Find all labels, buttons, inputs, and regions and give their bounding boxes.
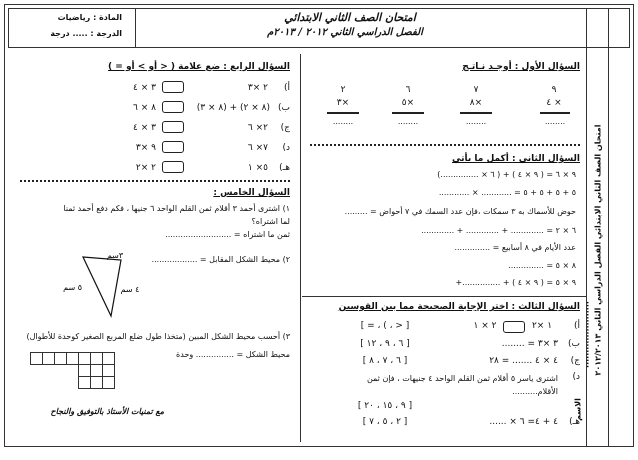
section-divider (302, 296, 586, 297)
triangle-side-a: ٣سم (106, 251, 124, 260)
q3-choices: [ ٦ ، ٧ ، ٨ ] (362, 356, 408, 366)
q2-title: السؤال الثاني : أكمل ما يأتي (451, 154, 580, 164)
q1-title: السؤال الأول : أوجـد نـاتـج (462, 62, 580, 72)
q4-left: ٢× ٦ (247, 123, 268, 133)
center-divider (300, 54, 301, 442)
q5-text: محيط الشكل = ............... وحدة (176, 350, 290, 359)
triangle-shape (83, 257, 121, 316)
q1-dots: ........ (544, 117, 566, 126)
q1-op: ٨× (469, 98, 483, 108)
compare-box[interactable] (162, 101, 184, 113)
q1-line (327, 112, 359, 114)
q1-op: ٥× (401, 98, 415, 108)
q4-right: ٩ ×٣ (135, 143, 156, 153)
q3-label: أ) (573, 321, 580, 331)
q3-choices: [ = ، ( ، > ] (360, 321, 410, 331)
q3-label: هـ) (569, 417, 580, 427)
q5-text: ١) اشترى أحمد ٣ أقلام ثمن القلم الواحد ٦ جنيها ، فكم دفع أحمد ثمنا (63, 204, 290, 213)
header-divider (586, 8, 587, 48)
q3-title: السؤال الثالث : اختر الإجابة الصحيحة مما بين القوسين (338, 302, 580, 312)
q4-right: ٢ ×٢ (135, 163, 156, 173)
side-name-label: الاسم (573, 398, 583, 421)
q4-right: ٣ × ٤ (133, 123, 156, 133)
side-exam-text: امتحان الصف الثاني الابتدائي الفصل الدراسي الثاني ٢٠١٢/٢٠١٣ (593, 124, 603, 376)
q3-label: ج) (570, 356, 580, 366)
q3-expr: ٤ + ٤= ٦ × ...... (489, 417, 558, 427)
side-name-dots: ...................... (581, 301, 591, 368)
q1-dots: ........ (397, 117, 419, 126)
q3-expr: ١ ×٢ (531, 321, 553, 331)
q4-right: ٨ × ٦ (133, 103, 156, 113)
q5-title: السؤال الخامس : (213, 188, 290, 198)
q1-top: ٧ (473, 85, 479, 95)
q4-label: د) (282, 143, 290, 153)
q1-line (460, 112, 492, 114)
q4-right: ٣ × ٤ (133, 83, 156, 93)
compare-box[interactable] (162, 161, 184, 173)
compare-box[interactable] (162, 141, 184, 153)
q4-label: ب) (278, 103, 290, 113)
q3-choices: [ ٩ ، ١٥ ، ٢٠ ] (357, 401, 413, 411)
q2-line: ٩ × ٥ = ( ٩ × ٤ ) + ...............+ (455, 278, 576, 287)
signature: مع تمنيات الأستاذ بالتوفيق والنجاح (50, 406, 164, 416)
section-divider (310, 144, 580, 146)
q4-label: ج) (280, 123, 290, 133)
compare-box[interactable] (162, 81, 184, 93)
q2-line: عدد الأيام في ٨ أسابيع = .............. (454, 243, 576, 252)
answer-box[interactable] (503, 321, 525, 333)
grade-label: الدرجة : ..... درجة (50, 29, 122, 38)
q3-expr: اشترى ياسر ٥ أقلام ثمن القلم الواحد ٤ جنيهات ، فإن ثمن الأقلام.......... (366, 374, 558, 396)
q1-line (540, 112, 570, 114)
q1-op: ٤ × (546, 98, 562, 108)
q4-left: ٢ ×٣ (247, 83, 268, 93)
header-divider (135, 8, 136, 48)
q4-label: هـ) (279, 163, 290, 173)
q5-text: ٢) محيط الشكل المقابل = .................. (151, 255, 290, 264)
q3-choices: [ ٦ ، ٩ ، ١٢ ] (360, 339, 410, 349)
q2-line: ٥ + ٥ + ٥ + ٥ = ............ × ............ (438, 188, 576, 197)
q4-left: (٨ × ٢) + (٨ × ٣) (196, 103, 270, 113)
triangle-side-c: ٤ سم (120, 285, 140, 294)
section-divider (20, 180, 290, 182)
q5-text: ثمن ما اشتراه = .......................... (165, 230, 290, 239)
q3-expr: ٣ ×٣ = ........ (501, 339, 558, 349)
q4-left: ٧× ٦ (247, 143, 268, 153)
q3-expr: ٤ × ٤ ....... = ٢٨ (489, 356, 558, 366)
triangle-side-b: ٥ سم (63, 283, 82, 292)
q4-label: أ) (283, 83, 290, 93)
margin-line (608, 48, 609, 447)
q1-top: ٦ (405, 85, 411, 95)
exam-term: الفصل الدراسي الثاني ٢٠١٢ / ٢٠١٣م (267, 27, 423, 38)
q3-label: ب) (568, 339, 580, 349)
q5-text: لما اشتراه؟ (251, 217, 290, 226)
exam-title: امتحان الصف الثاني الابتدائي (284, 11, 416, 24)
q2-line: ٦ × ٢ = ............. + ............. + ............. (421, 226, 576, 235)
q1-line (392, 112, 424, 114)
q1-dots: ........ (465, 117, 487, 126)
q2-line: حوض للأسماك به ٣ سمكات ،فإن عدد السمك في ٧ أحواض = ......... (344, 207, 576, 216)
q2-line: ٨ × ٥ = .............. (508, 261, 576, 270)
q5-text: ٣) أحسب محيط الشكل المبين (متخذا طول ضلع المربع الصغير كوحدة للأطوال) (26, 332, 290, 341)
q4-left: ٥× ١ (247, 163, 268, 173)
q1-top: ٩ (551, 85, 557, 95)
q1-top: ٢ (340, 85, 346, 95)
q3-choices: [ ٢ ، ٥ ، ٧ ] (362, 417, 408, 427)
subject-label: المادة : رياضيات (57, 13, 122, 22)
q2-line: ٩ × ٦ = ( ٩ × ٤ ) + ( ٦ × ...............) (437, 170, 576, 179)
q1-dots: ........ (332, 117, 354, 126)
q3-label: د) (572, 372, 580, 382)
header-divider (608, 8, 609, 48)
q1-op: ٣× (336, 98, 350, 108)
q4-title: السؤال الرابع : ضع علامة ( < أو > أو = ) (108, 62, 290, 72)
compare-box[interactable] (162, 121, 184, 133)
triangle-figure (20, 250, 140, 330)
grid-square (102, 376, 115, 389)
q3-expr: ٢ × ١ (473, 321, 497, 331)
